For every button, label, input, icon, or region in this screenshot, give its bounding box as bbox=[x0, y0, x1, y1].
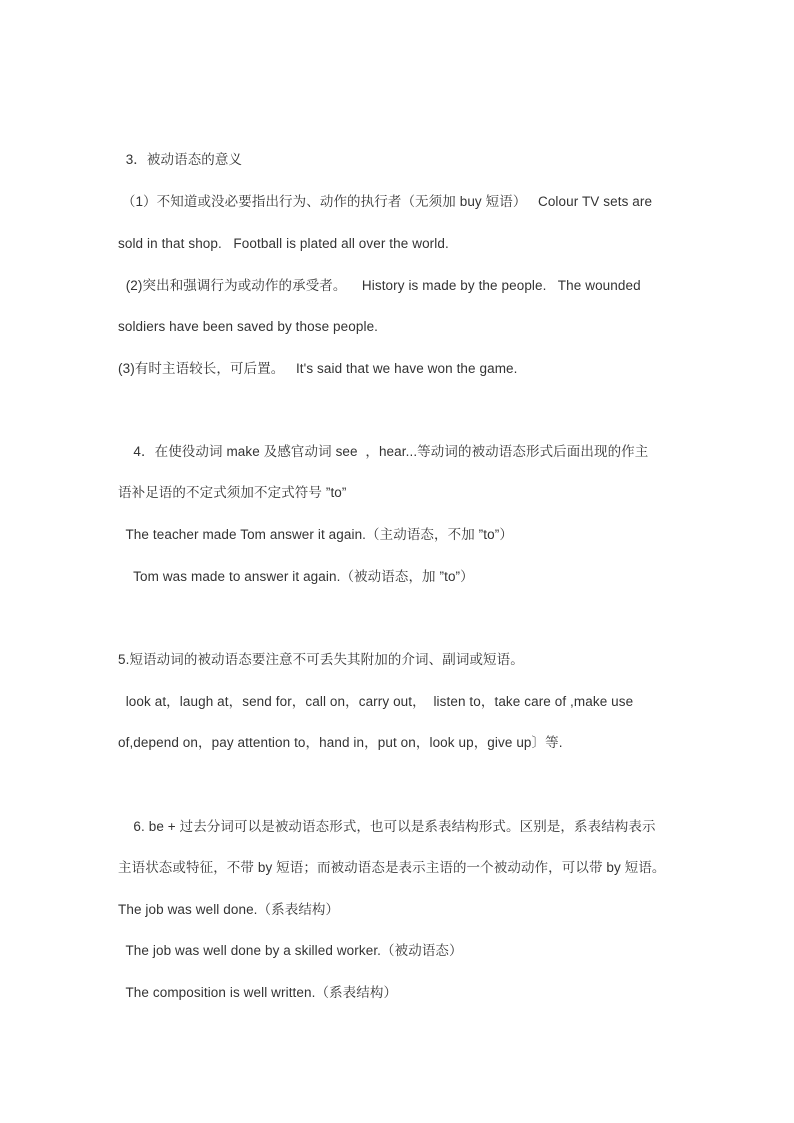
section-6-example-3: The composition is well written.（系表结构） bbox=[118, 985, 398, 1000]
section-3-point-3: (3)有时主语较长，可后置。 It's said that we have won the game. bbox=[118, 361, 518, 376]
section-3-point-1-line-2: sold in that shop. Football is plated all over the world. bbox=[118, 236, 449, 251]
section-5-list-line-1: look at，laugh at，send for，call on，carry out， listen to，take care of ,make use bbox=[118, 694, 634, 709]
section-4-heading-line-2: 语补足语的不定式须加不定式符号 ”to” bbox=[118, 485, 347, 500]
section-6-heading-line-1: 6. be + 过去分词可以是被动语态形式，也可以是系表结构形式。区别是，系表结构表示 bbox=[118, 819, 656, 834]
section-6-example-2: The job was well done by a skilled worker.（被动语态） bbox=[118, 943, 463, 958]
section-6-heading-line-2: 主语状态或特征，不带 by 短语；而被动语态是表示主语的一个被动动作，可以带 by 短语。 bbox=[118, 860, 666, 875]
section-5-list-line-2: of,depend on，pay attention to，hand in，put on，look up，give up〕等. bbox=[118, 735, 563, 750]
section-3-point-2-line-2: soldiers have been saved by those people. bbox=[118, 319, 379, 334]
section-3-point-2-line-1: (2)突出和强调行为或动作的承受者。 History is made by the people. The wounded bbox=[118, 278, 641, 293]
section-3-point-1-line-1: （1）不知道或没必要指出行为、动作的执行者（无须加 buy 短语） Colour TV sets are bbox=[118, 194, 653, 209]
section-4-heading-line-1: 4．在使役动词 make 及感官动词 see ，hear...等动词的被动语态形式后面出现的作主 bbox=[118, 444, 649, 459]
section-3-heading: 3．被动语态的意义 bbox=[118, 152, 243, 167]
section-6-example-1: The job was well done.（系表结构） bbox=[118, 902, 340, 917]
section-5-heading: 5.短语动词的被动语态要注意不可丢失其附加的介词、副词或短语。 bbox=[118, 652, 524, 667]
section-4-example-1: The teacher made Tom answer it again.（主动语态，不加 ”to”） bbox=[118, 527, 513, 542]
section-4-example-2: Tom was made to answer it again.（被动语态，加 ”to”） bbox=[118, 569, 474, 584]
